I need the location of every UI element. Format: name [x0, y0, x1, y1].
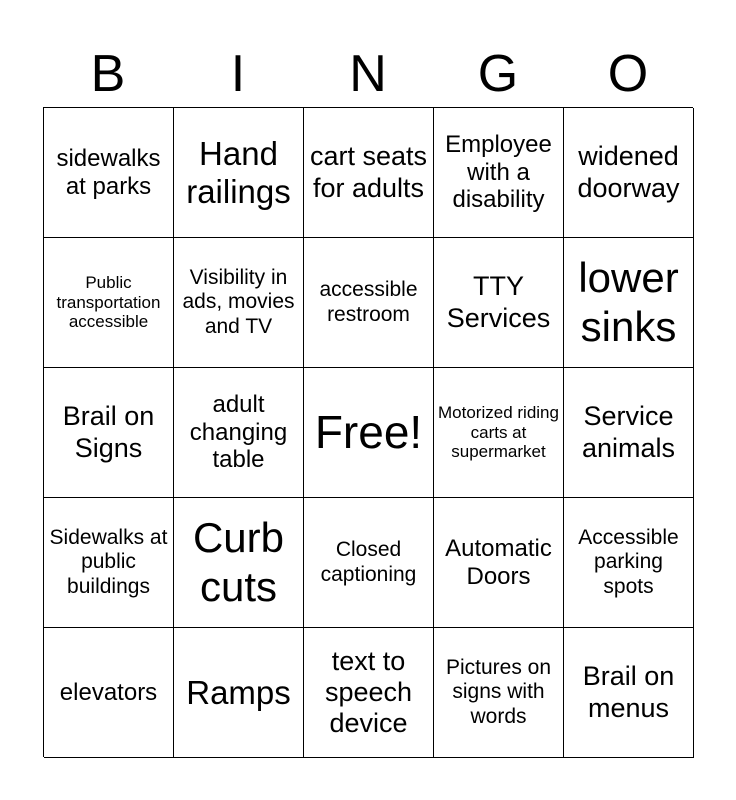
bingo-cell[interactable] — [434, 498, 564, 628]
cell-text: Motorized riding carts at supermarket — [438, 403, 559, 462]
bingo-cell[interactable] — [434, 238, 564, 368]
bingo-cell[interactable] — [44, 628, 174, 758]
bingo-cell[interactable] — [564, 368, 694, 498]
bingo-cell[interactable] — [304, 108, 434, 238]
cell-text: sidewalks at parks — [56, 144, 161, 200]
cell-text: Visibility in ads, movies and TV — [182, 266, 295, 338]
bingo-board — [43, 107, 693, 757]
cell-text: accessible restroom — [319, 278, 418, 326]
bingo-cell[interactable] — [434, 628, 564, 758]
cell-text: Curb cuts — [192, 514, 285, 610]
bingo-cell[interactable] — [174, 238, 304, 368]
cell-text: Automatic Doors — [445, 534, 552, 590]
bingo-cell-free[interactable] — [304, 368, 434, 498]
bingo-cell[interactable] — [44, 368, 174, 498]
bingo-cell[interactable] — [174, 498, 304, 628]
bingo-cell[interactable] — [44, 498, 174, 628]
cell-text: Employee with a disability — [445, 131, 552, 214]
bingo-cell[interactable] — [564, 498, 694, 628]
cell-text: Accessible parking spots — [578, 526, 679, 598]
bingo-cell[interactable] — [564, 238, 694, 368]
cell-text: Ramps — [186, 673, 291, 711]
cell-text: cart seats for adults — [309, 141, 428, 203]
bingo-cell[interactable] — [304, 498, 434, 628]
bingo-cell[interactable] — [174, 628, 304, 758]
header-letter-g: G — [477, 45, 519, 103]
cell-text: Public transportation accessible — [56, 273, 161, 332]
bingo-cell[interactable] — [174, 368, 304, 498]
cell-text: Service animals — [581, 401, 676, 463]
bingo-header — [43, 40, 693, 108]
cell-text: TTY Services — [446, 271, 551, 333]
cell-text: Pictures on signs with words — [445, 656, 552, 728]
cell-text: adult changing table — [189, 391, 288, 474]
bingo-cell[interactable] — [44, 108, 174, 238]
bingo-cell[interactable] — [174, 108, 304, 238]
bingo-cell[interactable] — [434, 368, 564, 498]
cell-text: Brail on Signs — [62, 401, 155, 463]
cell-text: Brail on menus — [582, 661, 675, 723]
free-space-text: Free! — [314, 406, 423, 459]
bingo-cell[interactable] — [304, 628, 434, 758]
header-letter-n: N — [349, 45, 387, 103]
cell-text: Sidewalks at public buildings — [49, 526, 168, 598]
bingo-cell[interactable] — [564, 628, 694, 758]
bingo-cell[interactable] — [564, 108, 694, 238]
cell-text: lower sinks — [578, 254, 679, 350]
header-letter-i: I — [230, 45, 246, 103]
cell-text: Hand railings — [186, 134, 291, 210]
header-letter-b: B — [90, 45, 126, 103]
bingo-cell[interactable] — [434, 108, 564, 238]
cell-text: Closed captioning — [320, 538, 417, 586]
cell-text: elevators — [59, 678, 158, 706]
bingo-cell[interactable] — [304, 238, 434, 368]
bingo-cell[interactable] — [44, 238, 174, 368]
header-letter-o: O — [607, 45, 649, 103]
cell-text: text to speech device — [324, 645, 413, 739]
cell-text: widened doorway — [577, 141, 680, 203]
